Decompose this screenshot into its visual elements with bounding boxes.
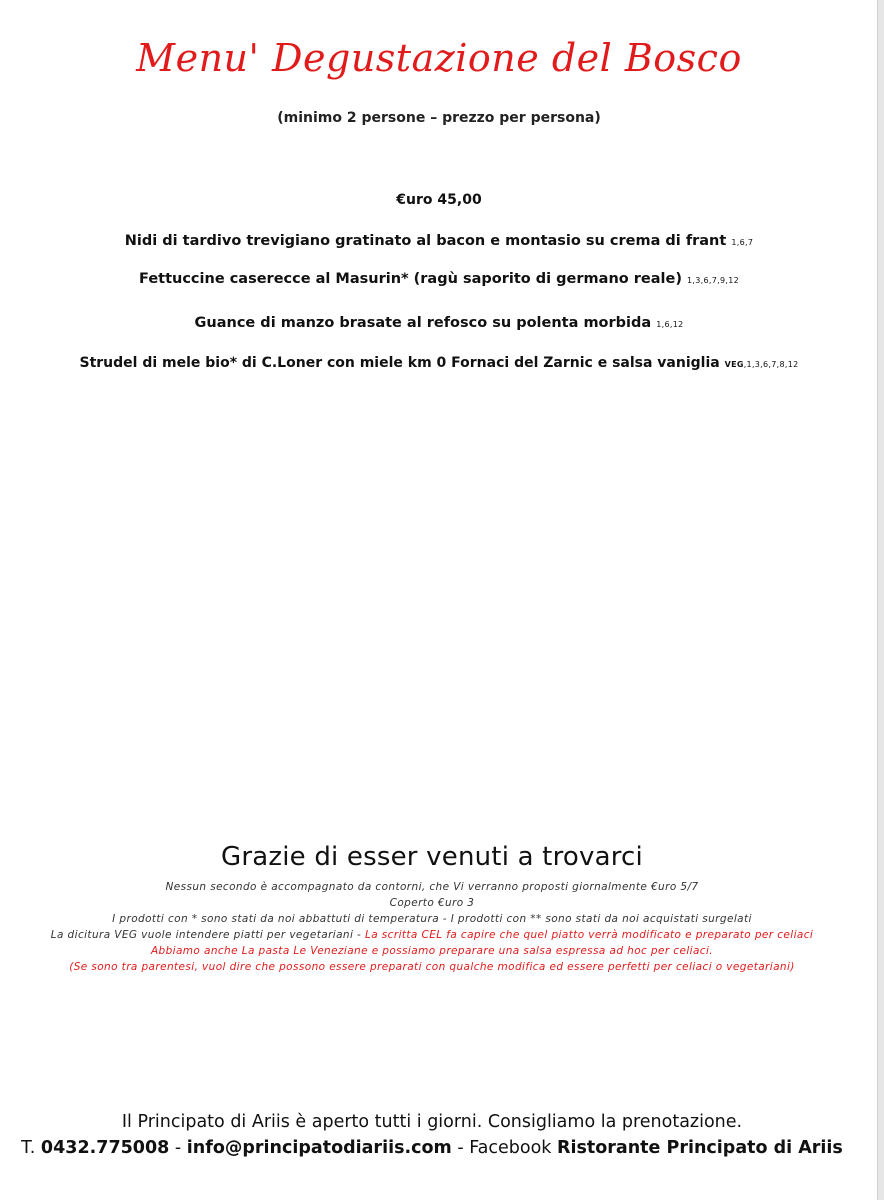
dish-item [0, 355, 878, 371]
dish-item [0, 233, 878, 249]
phone-prefix: T. [21, 1138, 41, 1158]
note-veg-cel [0, 929, 864, 941]
facebook-page[interactable]: Ristorante Principato di Ariis [557, 1138, 843, 1158]
page-edge [877, 0, 884, 1200]
dish-name: Fettuccine caserecce al Masurin* (ragù saporito di germano reale) [139, 271, 682, 287]
dish-name: Strudel di mele bio* di C.Loner con miele km 0 Fornaci del Zarnic e salsa vaniglia [79, 355, 720, 371]
note-parentesi: (Se sono tra parentesi, vuol dire che possono essere preparati con qualche modifica ed essere perfetti per celiaci o vegetariani) [69, 961, 795, 973]
menu-subtitle: (minimo 2 persone – prezzo per persona) [277, 110, 601, 126]
separator: - [169, 1138, 187, 1158]
dish-allergens: 1,3,6,7,9,12 [687, 276, 739, 285]
dish-item [0, 271, 878, 287]
dish-allergens [725, 360, 799, 369]
note-contorni: Nessun secondo è accompagnato da contorni, che Vi verranno proposti giornalmente €uro 5/7 [165, 881, 699, 893]
dish-item [0, 315, 878, 331]
note-coperto: Coperto €uro 3 [389, 897, 475, 909]
note-cel: La scritta CEL fa capire che quel piatto verrà modificato e preparato per celiaci [364, 929, 814, 941]
menu-title: Menu' Degustazione del Bosco [136, 36, 742, 80]
dish-name: Nidi di tardivo trevigiano gratinato al bacon e montasio su crema di frant [124, 233, 727, 249]
note-veg: La dicitura VEG vuole intendere piatti per vegetariani - [50, 929, 365, 941]
note-prodotti: I prodotti con * sono stati da noi abbattuti di temperatura - I prodotti con ** sono stati da noi acquistati surgelati [112, 913, 752, 925]
note-pasta: Abbiamo anche La pasta Le Veneziane e possiamo preparare una salsa espressa ad hoc per celiaci. [150, 945, 714, 957]
dish-name: Guance di manzo brasate al refosco su polenta morbida [194, 315, 652, 331]
footer-contacts [0, 1138, 864, 1158]
email-address[interactable]: info@principatodiariis.com [186, 1138, 452, 1158]
phone-number[interactable]: 0432.775008 [40, 1138, 170, 1158]
dish-allergens: 1,6,12 [656, 320, 684, 329]
allergen-codes: ,1,3,6,7,8,12 [743, 360, 799, 369]
dish-allergens: 1,6,7 [731, 238, 754, 247]
menu-price: €uro 45,00 [396, 192, 482, 208]
footer-opening: Il Principato di Ariis è aperto tutti i giorni. Consigliamo la prenotazione. [121, 1112, 743, 1132]
veg-tag: VEG [724, 360, 744, 369]
facebook-label: - Facebook [451, 1138, 557, 1158]
thanks-heading: Grazie di esser venuti a trovarci [221, 842, 643, 872]
